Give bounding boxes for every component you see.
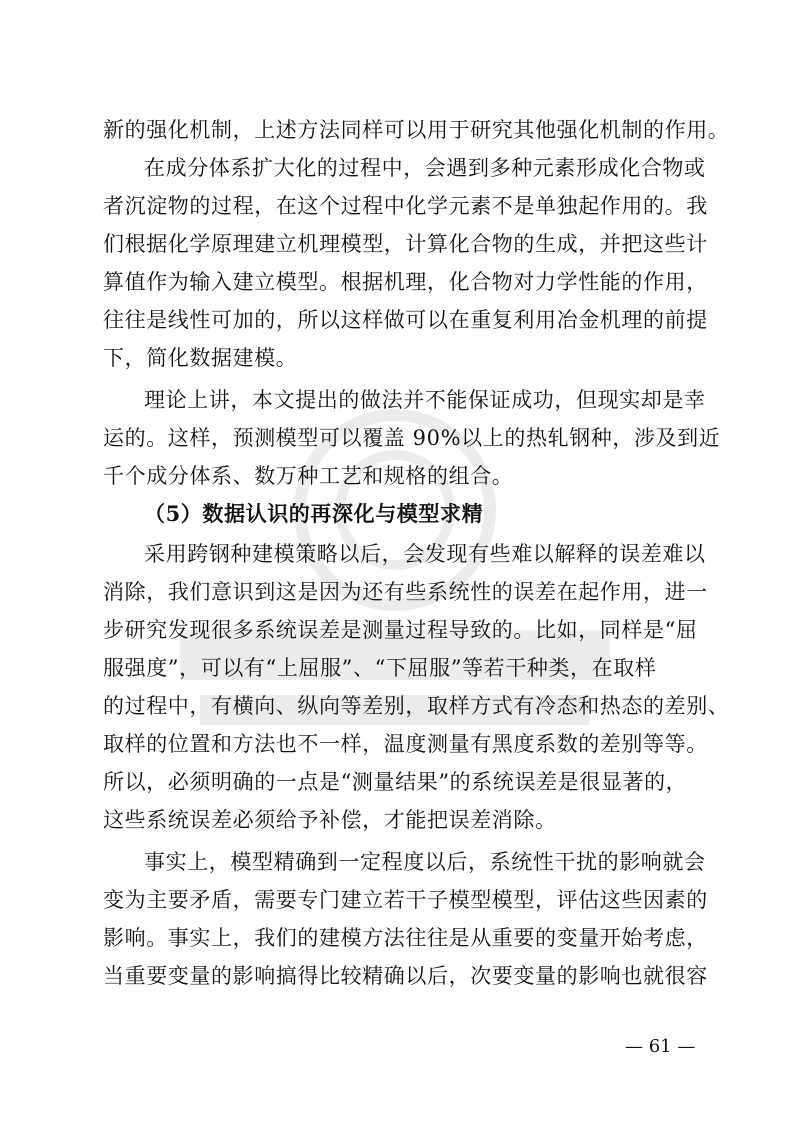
body-text-line: 算值作为输入建立模型。根据机理，化合物对力学性能的作用， [103, 270, 708, 294]
body-text-line: 服强度”，可以有“上屈服”、“下屈服”等若干种类，在取样 [103, 656, 657, 680]
paragraph-first-line: 在成分体系扩大化的过程中，会遇到多种元素形成化合物或 [144, 156, 706, 180]
page-number: — 61 — [625, 1036, 696, 1057]
body-text-line: 取样的位置和方法也不一样，温度测量有黑度系数的差别等等。 [103, 732, 708, 756]
paragraph-first-line: 理论上讲，本文提出的做法并不能保证成功，但现实却是幸 [144, 388, 706, 412]
body-text-line: 下，简化数据建模。 [103, 346, 298, 370]
body-text-line: 往往是线性可加的，所以这样做可以在重复利用冶金机理的前提 [103, 308, 708, 332]
body-text-line: 运的。这样，预测模型可以覆盖 90%以上的热轧钢种，涉及到近 [103, 426, 721, 450]
body-text-line: 步研究发现很多系统误差是测量过程导致的。比如，同样是“屈 [103, 618, 698, 642]
body-text-line: 新的强化机制，上述方法同样可以用于研究其他强化机制的作用。 [103, 118, 730, 142]
paragraph-first-line: 采用跨钢种建模策略以后，会发现有些难以解释的误差难以 [144, 542, 706, 566]
body-text-line: 的过程中，有横向、纵向等差别，取样方式有冷态和热态的差别、 [103, 694, 730, 718]
paragraph-first-line: 事实上，模型精确到一定程度以后，系统性干扰的影响就会 [144, 850, 706, 874]
body-text-line: 者沉淀物的过程，在这个过程中化学元素不是单独起作用的。我 [103, 194, 708, 218]
body-text-line: 消除，我们意识到这是因为还有些系统性的误差在起作用，进一 [103, 580, 708, 604]
body-text-line: 影响。事实上，我们的建模方法往往是从重要的变量开始考虑， [103, 926, 708, 950]
body-text-line: 千个成分体系、数万种工艺和规格的组合。 [103, 464, 514, 488]
body-text-line: 变为主要矛盾，需要专门建立若干子模型模型，评估这些因素的 [103, 888, 708, 912]
body-text-line: 们根据化学原理建立机理模型，计算化合物的生成，并把这些计 [103, 232, 708, 256]
body-text-line: 这些系统误差必须给予补偿，才能把误差消除。 [103, 808, 557, 832]
body-text-line: 当重要变量的影响搞得比较精确以后，次要变量的影响也就很容 [103, 964, 708, 988]
section-heading: （5）数据认识的再深化与模型求精 [144, 501, 484, 526]
body-text-line: 所以，必须明确的一点是“测量结果”的系统误差是很显著的， [103, 770, 688, 794]
